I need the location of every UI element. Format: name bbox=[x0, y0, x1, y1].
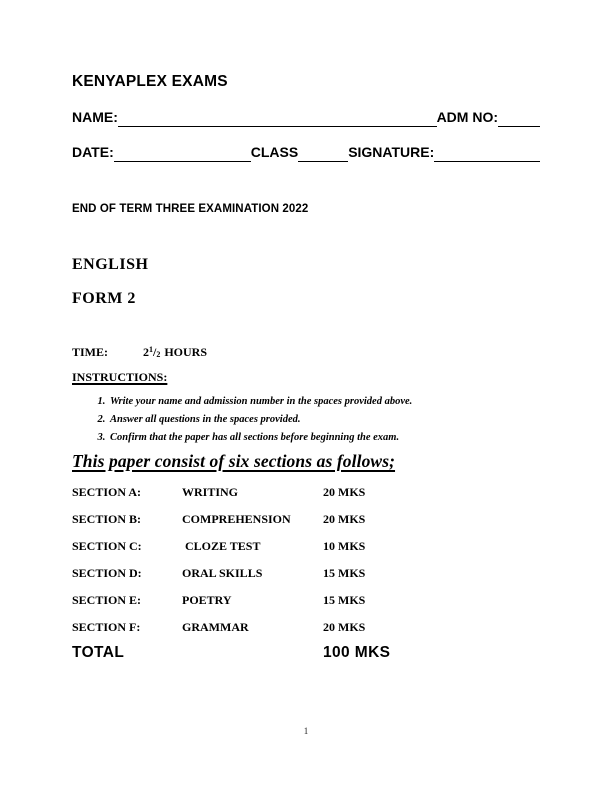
section-name: WRITING bbox=[182, 485, 239, 499]
instructions-list bbox=[72, 393, 576, 447]
instruction-item: 3. Confirm that the paper has all sections before beginning the exam. bbox=[108, 429, 576, 447]
section-row bbox=[72, 566, 540, 593]
instruction-item: 1. Write your name and admission number in the spaces provided above. bbox=[108, 393, 576, 411]
instructions-heading: INSTRUCTIONS: bbox=[72, 370, 168, 384]
section-marks: 20 MKS bbox=[323, 620, 366, 634]
sections-table bbox=[72, 485, 540, 647]
section-row bbox=[72, 620, 540, 647]
adm-no-label: ADM NO: bbox=[436, 109, 498, 125]
section-marks: 15 MKS bbox=[323, 566, 366, 580]
section-name: GRAMMAR bbox=[182, 620, 249, 634]
signature-fill-line bbox=[434, 147, 540, 162]
section-label: SECTION C: bbox=[72, 539, 142, 553]
time-frac-slash: / bbox=[153, 345, 157, 359]
form-level: FORM 2 bbox=[72, 290, 136, 307]
date-fill-line bbox=[114, 147, 251, 162]
section-name: COMPREHENSION bbox=[182, 512, 291, 526]
section-marks: 10 MKS bbox=[323, 539, 366, 553]
total-marks: 100 MKS bbox=[323, 644, 391, 661]
time-whole: 2 bbox=[143, 345, 149, 359]
section-label: SECTION E: bbox=[72, 593, 142, 607]
instruction-item: 2. Answer all questions in the spaces provided. bbox=[108, 411, 576, 429]
section-marks: 20 MKS bbox=[323, 512, 366, 526]
section-row bbox=[72, 512, 540, 539]
section-label: SECTION A: bbox=[72, 485, 142, 499]
section-name: CLOZE TEST bbox=[182, 539, 261, 553]
name-label: NAME: bbox=[72, 109, 118, 125]
section-marks: 20 MKS bbox=[323, 485, 366, 499]
subject-title: ENGLISH bbox=[72, 256, 149, 273]
section-name: POETRY bbox=[182, 593, 232, 607]
institution-title: KENYAPLEX EXAMS bbox=[72, 73, 228, 90]
section-marks: 15 MKS bbox=[323, 593, 366, 607]
section-row bbox=[72, 539, 540, 566]
section-row bbox=[72, 485, 540, 512]
section-name: ORAL SKILLS bbox=[182, 566, 263, 580]
exam-title: END OF TERM THREE EXAMINATION 2022 bbox=[72, 203, 309, 215]
signature-label: SIGNATURE: bbox=[348, 144, 435, 160]
time-unit: HOURS bbox=[164, 345, 208, 359]
date-label: DATE: bbox=[72, 144, 114, 160]
name-adm-row bbox=[72, 109, 540, 125]
class-label: CLASS bbox=[250, 144, 299, 160]
time-frac-numerator: 1 bbox=[149, 345, 153, 354]
class-fill-line bbox=[298, 147, 348, 162]
time-value bbox=[143, 345, 207, 359]
section-label: SECTION F: bbox=[72, 620, 141, 634]
section-label: SECTION D: bbox=[72, 566, 142, 580]
adm-no-fill-line bbox=[498, 112, 540, 127]
total-row bbox=[72, 644, 540, 662]
date-class-signature-row bbox=[72, 144, 540, 160]
time-label: TIME: bbox=[72, 345, 108, 359]
page-number: 1 bbox=[303, 726, 309, 736]
section-label: SECTION B: bbox=[72, 512, 142, 526]
time-frac-denominator: 2 bbox=[156, 350, 161, 359]
total-label: TOTAL bbox=[72, 644, 125, 661]
section-row bbox=[72, 593, 540, 620]
name-fill-line bbox=[118, 112, 437, 127]
time-row bbox=[72, 345, 540, 360]
sections-heading: This paper consist of six sections as follows; bbox=[72, 451, 396, 471]
